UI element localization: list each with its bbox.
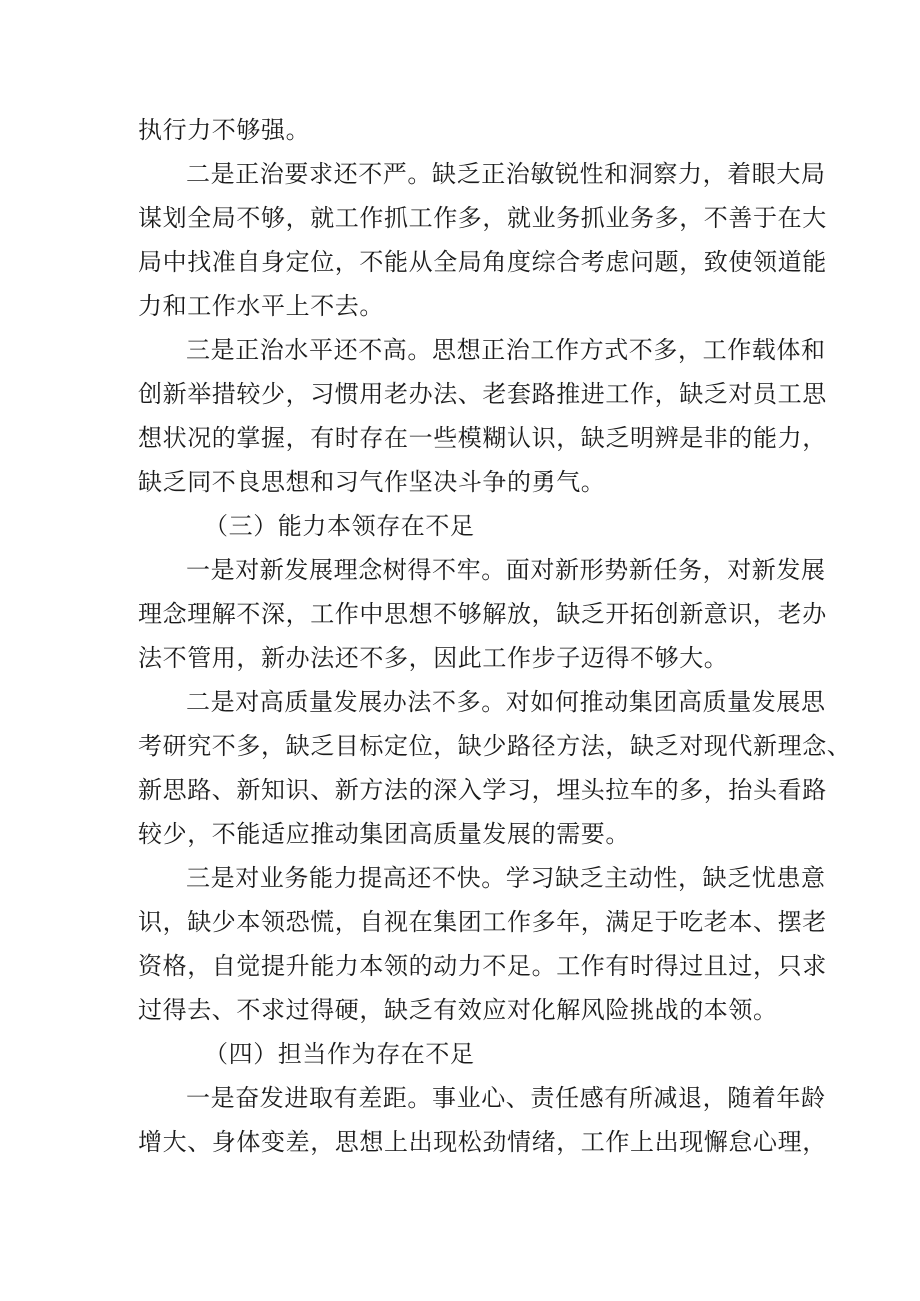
paragraph-start-line: 二是对高质量发展办法不多。对如何推动集团高质量发展思	[186, 688, 826, 716]
section-heading: （四）担当作为存在不足	[204, 1040, 475, 1068]
paragraph-start-line: 一是对新发展理念树得不牢。面对新形势新任务，对新发展	[186, 556, 826, 584]
text-line: 理念理解不深，工作中思想不够解放，缺乏开拓创新意识，老办	[138, 600, 827, 628]
text-line: 识，缺少本领恐慌，自视在集团工作多年，满足于吃老本、摆老	[138, 908, 827, 936]
section-heading: （三）能力本领存在不足	[204, 512, 475, 540]
paragraph-start-line: 二是正治要求还不严。缺乏正治敏锐性和洞察力，着眼大局	[186, 160, 826, 188]
text-line: 资格，自觉提升能力本领的动力不足。工作有时得过且过，只求	[138, 952, 827, 980]
text-line: 考研究不多，缺乏目标定位，缺少路径方法，缺乏对现代新理念、	[138, 732, 852, 760]
text-line: 想状况的掌握，有时存在一些模糊认识，缺乏明辨是非的能力，	[138, 424, 827, 452]
document-body	[138, 108, 852, 1164]
text-line: 新思路、新知识、新方法的深入学习，埋头拉车的多，抬头看路	[138, 776, 827, 804]
text-line: 缺乏同不良思想和习气作坚决斗争的勇气。	[138, 468, 606, 496]
text-line: 局中找准自身定位，不能从全局角度综合考虑问题，致使领道能	[138, 248, 827, 276]
text-line: 力和工作水平上不去。	[138, 292, 384, 320]
text-line: 创新举措较少，习惯用老办法、老套路推进工作，缺乏对员工思	[138, 380, 827, 408]
text-line: 执行力不够强。	[138, 116, 311, 144]
paragraph-start-line: 三是对业务能力提高还不快。学习缺乏主动性，缺乏忧患意	[186, 864, 826, 892]
text-line: 较少，不能适应推动集团高质量发展的需要。	[138, 820, 630, 848]
text-line: 谋划全局不够，就工作抓工作多，就业务抓业务多，不善于在大	[138, 204, 827, 232]
text-line: 过得去、不求过得硬，缺乏有效应对化解风险挑战的本领。	[138, 996, 778, 1024]
paragraph-start-line: 一是奋发进取有差距。事业心、责任感有所减退，随着年龄	[186, 1084, 826, 1112]
paragraph-start-line: 三是正治水平还不高。思想正治工作方式不多，工作载体和	[186, 336, 826, 364]
text-line: 法不管用，新办法还不多，因此工作步子迈得不够大。	[138, 644, 729, 672]
text-line: 增大、身体变差，思想上出现松劲情绪，工作上出现懈怠心理，	[138, 1128, 827, 1156]
